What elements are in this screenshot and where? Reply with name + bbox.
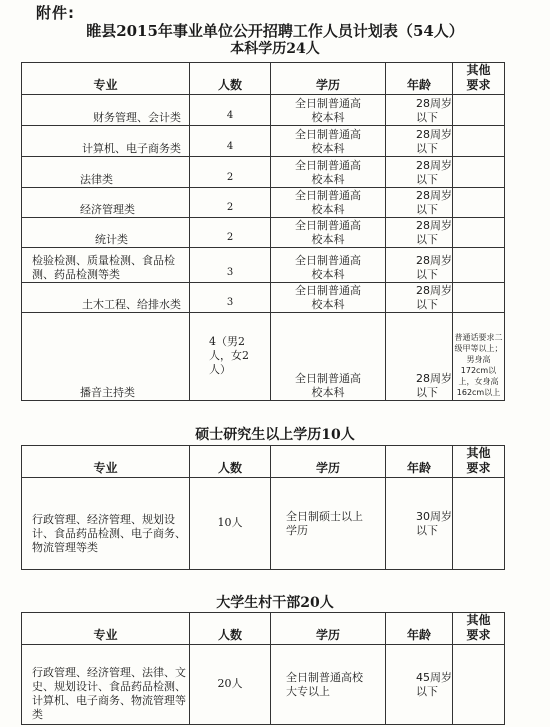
- table-row: [22, 283, 505, 313]
- cell-other: [453, 126, 505, 157]
- section2-title: 硕士研究生以上学历10人: [195, 427, 355, 443]
- cell-education: 全日制普通高校本科: [271, 283, 386, 313]
- cell-age: 28周岁以下: [386, 188, 453, 218]
- cell-other: [453, 645, 505, 725]
- cell-education: 全日制普通高校本科: [271, 313, 386, 401]
- table-header-row: [22, 613, 505, 645]
- cell-age: 28周岁以下: [386, 218, 453, 248]
- table-master: [21, 445, 505, 570]
- cell-major: 计算机、电子商务类: [22, 126, 190, 157]
- header-education: 学历: [271, 613, 386, 645]
- header-other: 其他要求: [453, 63, 505, 95]
- cell-education: 全日制普通高校本科: [271, 188, 386, 218]
- table-row: [22, 313, 505, 401]
- cell-education: 全日制硕士以上学历: [271, 478, 386, 570]
- table-row: [22, 478, 505, 570]
- cell-major: 播音主持类: [22, 313, 190, 401]
- cell-count: 20人: [190, 645, 271, 725]
- table-row: [22, 95, 505, 126]
- cell-count: 2: [190, 157, 271, 188]
- header-age: 年龄: [386, 446, 453, 478]
- cell-major: 统计类: [22, 218, 190, 248]
- header-count: 人数: [190, 446, 271, 478]
- cell-other: [453, 478, 505, 570]
- cell-age: 28周岁以下: [386, 157, 453, 188]
- cell-age: 28周岁以下: [386, 95, 453, 126]
- cell-major: 土木工程、给排水类: [22, 283, 190, 313]
- cell-education: 全日制普通高校本科: [271, 157, 386, 188]
- cell-major: 经济管理类: [22, 188, 190, 218]
- cell-major: 法律类: [22, 157, 190, 188]
- cell-age: 28周岁以下: [386, 248, 453, 283]
- cell-age: 28周岁以下: [386, 126, 453, 157]
- cell-major: 行政管理、经济管理、规划设计、食品药品检测、电子商务、物流管理等类: [22, 478, 190, 570]
- table-row: [22, 218, 505, 248]
- cell-education: 全日制普通高校本科: [271, 95, 386, 126]
- table-row: [22, 645, 505, 725]
- cell-count: 3: [190, 248, 271, 283]
- table-row: [22, 188, 505, 218]
- cell-major: 检验检测、质量检测、食品检测、药品检测等类: [22, 248, 190, 283]
- cell-other: [453, 218, 505, 248]
- table-header-row: [22, 63, 505, 95]
- cell-other: [453, 248, 505, 283]
- cell-age: 28周岁以下: [386, 283, 453, 313]
- cell-count: 2: [190, 218, 271, 248]
- cell-count: 4: [190, 126, 271, 157]
- cell-age: 30周岁以下: [386, 478, 453, 570]
- header-other: 其他要求: [453, 613, 505, 645]
- attachment-label: 附件:: [36, 4, 75, 22]
- header-age: 年龄: [386, 63, 453, 95]
- cell-education: 全日制普通高校本科: [271, 218, 386, 248]
- section3-title: 大学生村干部20人: [216, 595, 334, 611]
- cell-education: 全日制普通高校本科: [271, 126, 386, 157]
- cell-other: [453, 188, 505, 218]
- cell-education: 全日制普通高校大专以上: [271, 645, 386, 725]
- section1-title: 本科学历24人: [230, 41, 320, 57]
- table-row: [22, 248, 505, 283]
- cell-other: [453, 95, 505, 126]
- cell-age: 28周岁以下: [386, 313, 453, 401]
- cell-count: 10人: [190, 478, 271, 570]
- table-village-officer: [21, 612, 505, 725]
- header-count: 人数: [190, 63, 271, 95]
- cell-education: 全日制普通高校本科: [271, 248, 386, 283]
- table-bachelor: [21, 62, 505, 401]
- cell-count: 2: [190, 188, 271, 218]
- header-major: 专业: [22, 613, 190, 645]
- cell-age: 45周岁以下: [386, 645, 453, 725]
- header-age: 年龄: [386, 613, 453, 645]
- header-major: 专业: [22, 63, 190, 95]
- table-header-row: [22, 446, 505, 478]
- header-other: 其他要求: [453, 446, 505, 478]
- cell-other: [453, 157, 505, 188]
- header-education: 学历: [271, 446, 386, 478]
- cell-major: 行政管理、经济管理、法律、文史、规划设计、食品药品检测、计算机、电子商务、物流管理等类: [22, 645, 190, 725]
- table-row: [22, 157, 505, 188]
- cell-count: 4（男2人，女2人）: [190, 313, 271, 401]
- main-title: 睢县2015年事业单位公开招聘工作人员计划表（54人）: [86, 22, 464, 40]
- header-education: 学历: [271, 63, 386, 95]
- cell-major: 财务管理、会计类: [22, 95, 190, 126]
- cell-other: [453, 283, 505, 313]
- table-row: [22, 126, 505, 157]
- cell-count: 3: [190, 283, 271, 313]
- header-count: 人数: [190, 613, 271, 645]
- cell-count: 4: [190, 95, 271, 126]
- cell-other: 普通话要求二级甲等以上；男身高172cm以上，女身高162cm以上: [453, 313, 505, 401]
- header-major: 专业: [22, 446, 190, 478]
